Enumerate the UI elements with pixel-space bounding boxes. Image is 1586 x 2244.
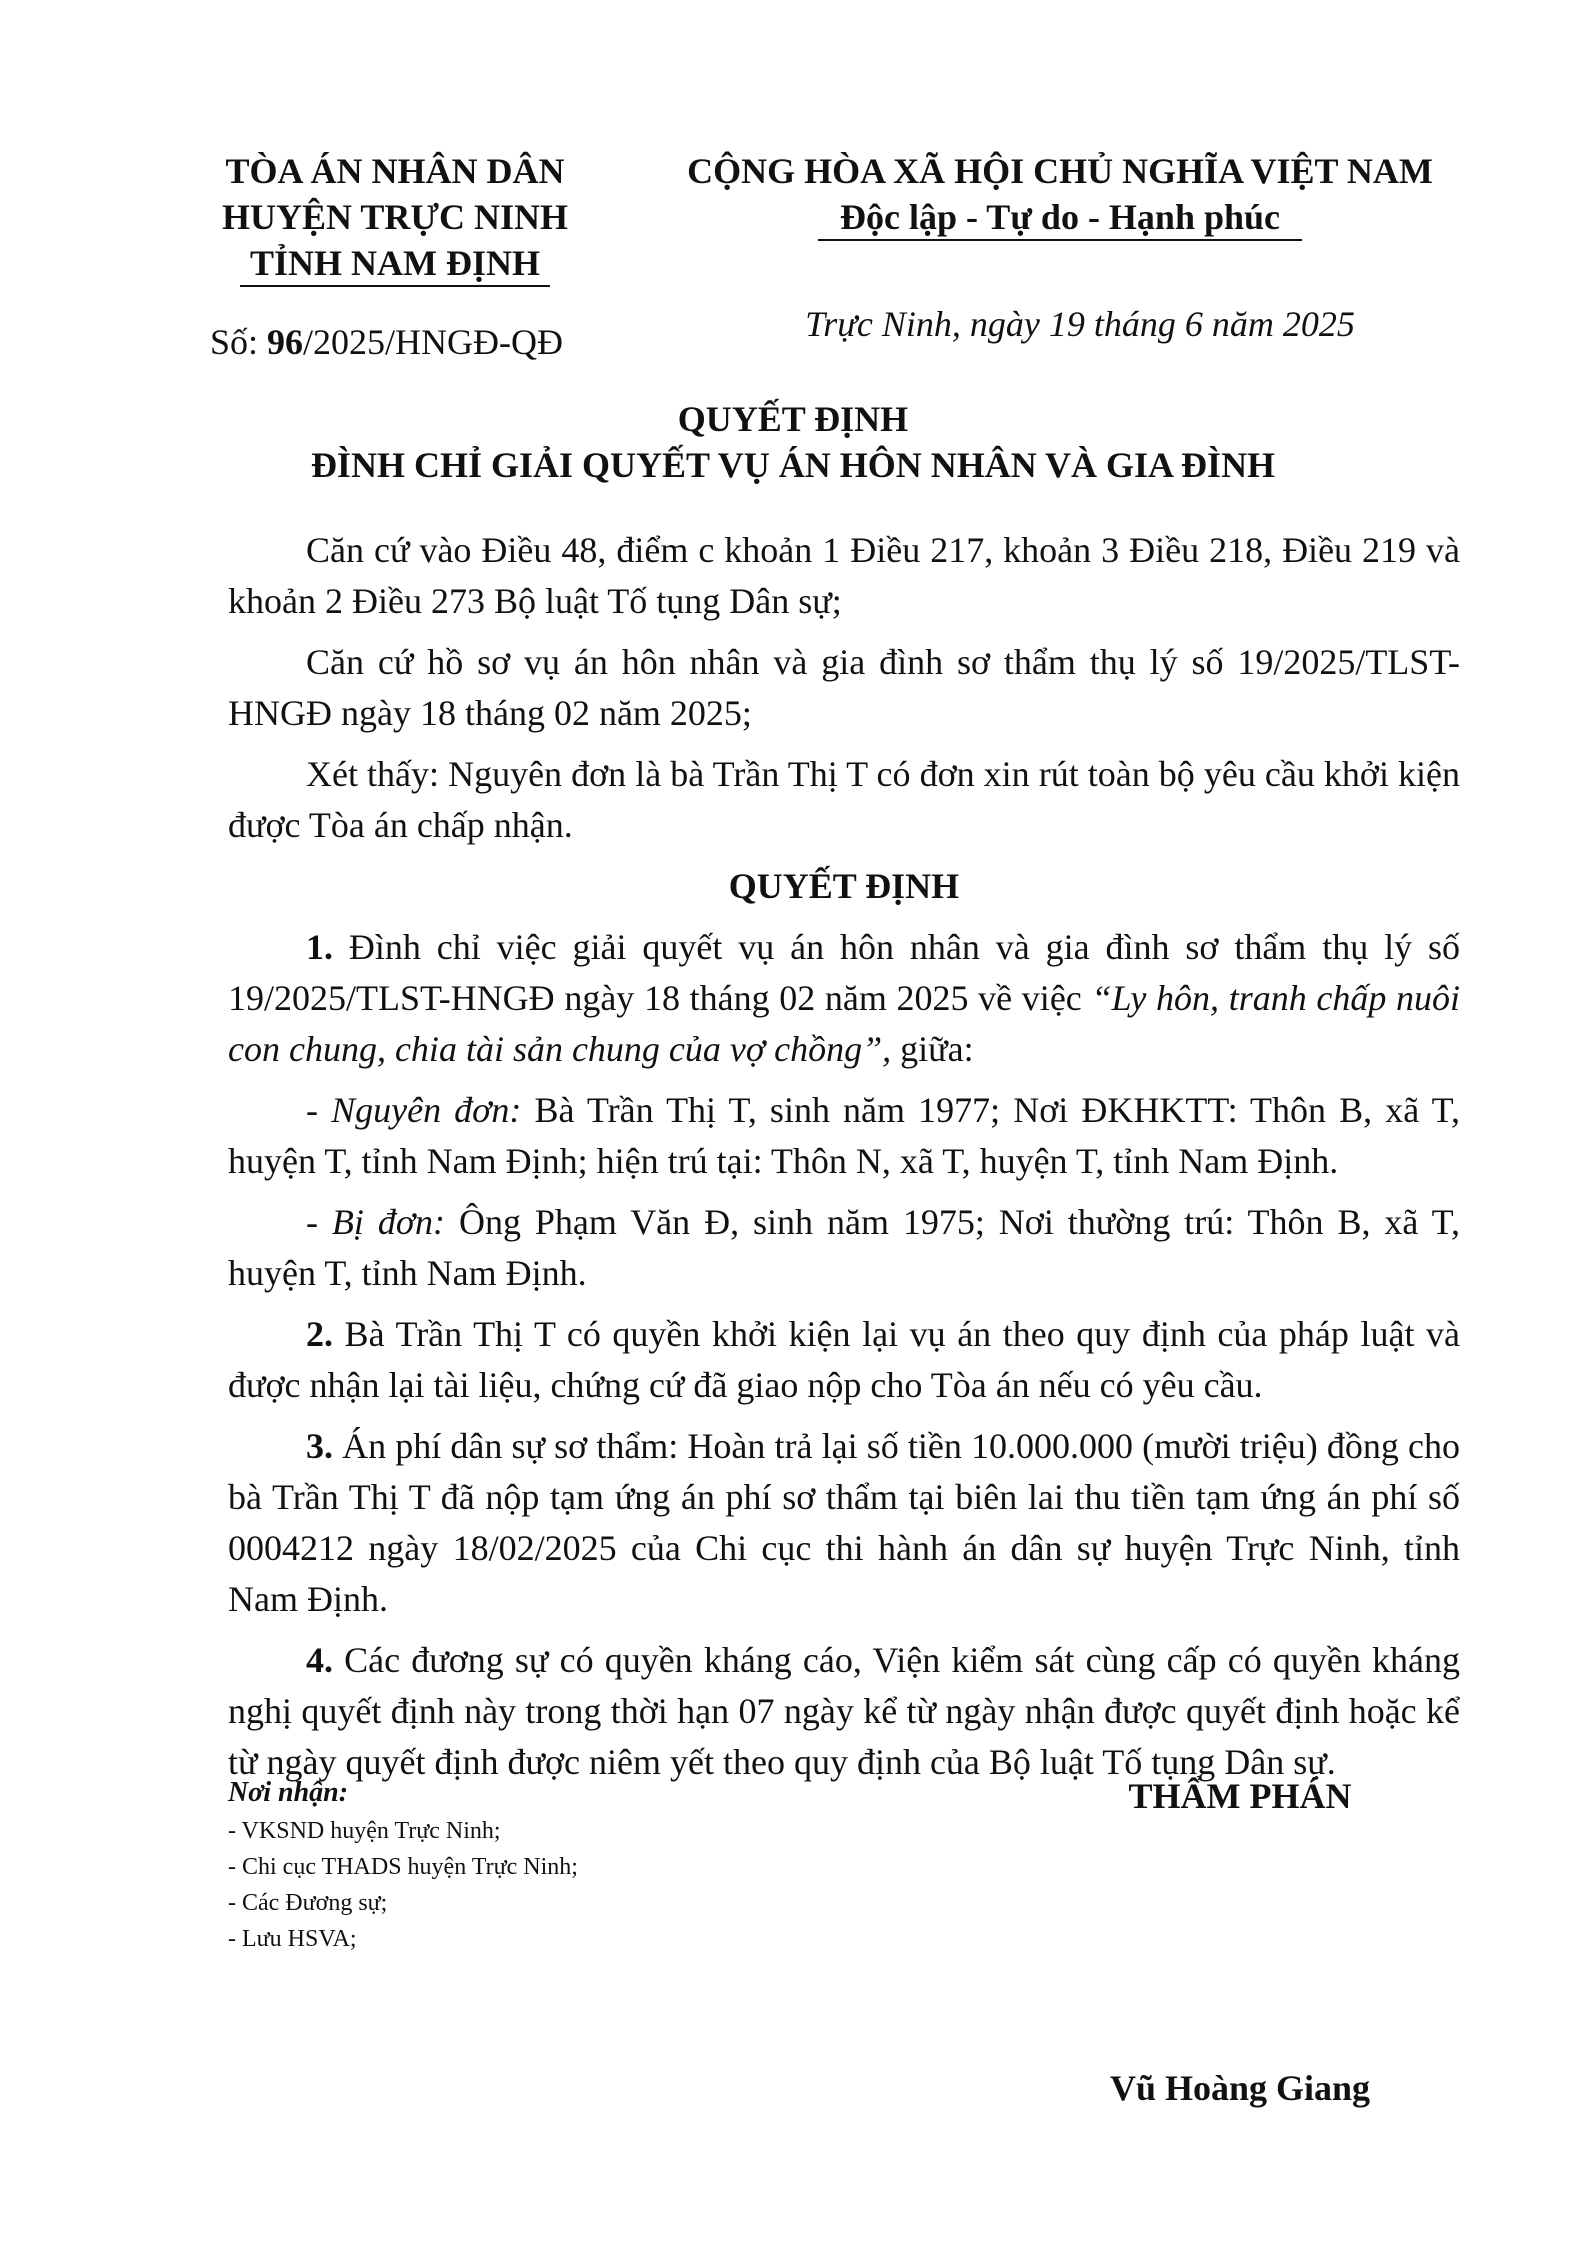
defendant-text: Ông Phạm Văn Đ, sinh năm 1975; Nơi thường trú: Thôn B, xã T, huyện T, tỉnh Nam Định. <box>228 1202 1460 1293</box>
national-motto: Độc lập - Tự do - Hạnh phúc <box>818 197 1302 241</box>
item-2-text: Bà Trần Thị T có quyền khởi kiện lại vụ án theo quy định của pháp luật và được nhận lại tài liệu, chứng cứ đã giao nộp cho Tòa án nếu có yêu cầu. <box>228 1314 1460 1405</box>
court-header <box>180 148 610 287</box>
recipient-item: - VKSND huyện Trực Ninh; <box>228 1818 501 1844</box>
preamble-paragraph-1: Căn cứ vào Điều 48, điểm c khoản 1 Điều 217, khoản 3 Điều 218, Điều 219 và khoản 2 Điều 273 Bộ luật Tố tụng Dân sự; <box>228 530 1460 621</box>
item-3-number: 3. <box>306 1426 333 1466</box>
title-line-1: QUYẾT ĐỊNH <box>677 399 909 439</box>
item-2 <box>228 1309 1460 1411</box>
judge-name: Vũ Hoàng Giang <box>1109 2068 1371 2108</box>
recipient-item: - Các Đương sự; <box>228 1890 388 1916</box>
defendant-label: Bị đơn: <box>331 1202 446 1242</box>
plaintiff-text: Bà Trần Thị T, sinh năm 1977; Nơi ĐKHKTT: Thôn B, xã T, huyện T, tỉnh Nam Định; hiện trú tại: Thôn N, xã T, huyện T, tỉnh Nam Định. <box>228 1090 1460 1181</box>
item-3-text: Án phí dân sự sơ thẩm: Hoàn trả lại số tiền 10.000.000 (mười triệu) đồng cho bà Trần Thị T đã nộp tạm ứng án phí sơ thẩm tại biên lai thu tiền tạm ứng án phí số 0004212 ngày 18/02/2025 của Chi cục thi hành án dân sự huyện Trực Ninh, tỉnh Nam Định. <box>228 1426 1460 1619</box>
document-number <box>210 318 563 368</box>
plaintiff-paragraph <box>228 1085 1460 1187</box>
item-3 <box>228 1421 1460 1625</box>
item-1-text: Đình chỉ việc giải quyết vụ án hôn nhân và gia đình sơ thẩm thụ lý số 19/2025/TLST-HNGĐ ngày 18 tháng 02 năm 2025 về việc <box>228 927 1460 1018</box>
item-1-quote: “Ly hôn, tranh chấp nuôi con chung, chia tài sản chung của vợ chồng”, <box>228 978 1460 1069</box>
judge-title: THẨM PHÁN <box>1128 1776 1352 1816</box>
preamble-paragraph-3: Xét thấy: Nguyên đơn là bà Trần Thị T có đơn xin rút toàn bộ yêu cầu khởi kiện được Tòa án chấp nhận. <box>228 754 1460 845</box>
court-name-line-2: HUYỆN TRỰC NINH <box>221 197 569 237</box>
defendant-paragraph <box>228 1197 1460 1299</box>
document-title <box>0 396 1586 488</box>
recipient-item: - Chi cục THADS huyện Trực Ninh; <box>228 1854 578 1880</box>
item-4-number: 4. <box>306 1640 333 1680</box>
national-header <box>660 148 1460 241</box>
title-line-2: ĐÌNH CHỈ GIẢI QUYẾT VỤ ÁN HÔN NHÂN VÀ GIA ĐÌNH <box>310 445 1276 485</box>
item-4 <box>228 1635 1460 1788</box>
doc-number-bold: 96 <box>267 322 304 362</box>
decision-heading: QUYẾT ĐỊNH <box>728 866 960 906</box>
dash: - <box>306 1090 332 1130</box>
preamble-paragraph-2: Căn cứ hồ sơ vụ án hôn nhân và gia đình sơ thẩm thụ lý số 19/2025/TLST-HNGĐ ngày 18 tháng 02 năm 2025; <box>228 642 1460 733</box>
item-2-number: 2. <box>306 1314 333 1354</box>
nation-name: CỘNG HÒA XÃ HỘI CHỦ NGHĨA VIỆT NAM <box>687 151 1433 191</box>
recipient-item: - Lưu HSVA; <box>228 1926 357 1952</box>
item-1 <box>228 922 1460 1075</box>
court-name-line-3: TỈNH NAM ĐỊNH <box>240 243 550 287</box>
item-4-text: Các đương sự có quyền kháng cáo, Viện kiểm sát cùng cấp có quyền kháng nghị quyết định này trong thời hạn 07 ngày kể từ ngày nhận được quyết định hoặc kể từ ngày quyết định được niêm yết theo quy định của Bộ luật Tố tụng Dân sự. <box>228 1640 1460 1782</box>
item-1-number: 1. <box>306 927 333 967</box>
doc-number-prefix: Số: <box>210 322 268 362</box>
recipients-label: Nơi nhận: <box>228 1777 349 1808</box>
recipients-block <box>228 1775 828 1957</box>
court-name-line-1: TÒA ÁN NHÂN DÂN <box>225 151 565 191</box>
place-date: Trực Ninh, ngày 19 tháng 6 năm 2025 <box>805 304 1355 344</box>
plaintiff-label: Nguyên đơn: <box>331 1090 522 1130</box>
item-1-end: giữa: <box>891 1029 974 1069</box>
dash: - <box>306 1202 332 1242</box>
doc-number-suffix: /2025/HNGĐ-QĐ <box>303 322 564 362</box>
document-body <box>228 525 1460 1798</box>
